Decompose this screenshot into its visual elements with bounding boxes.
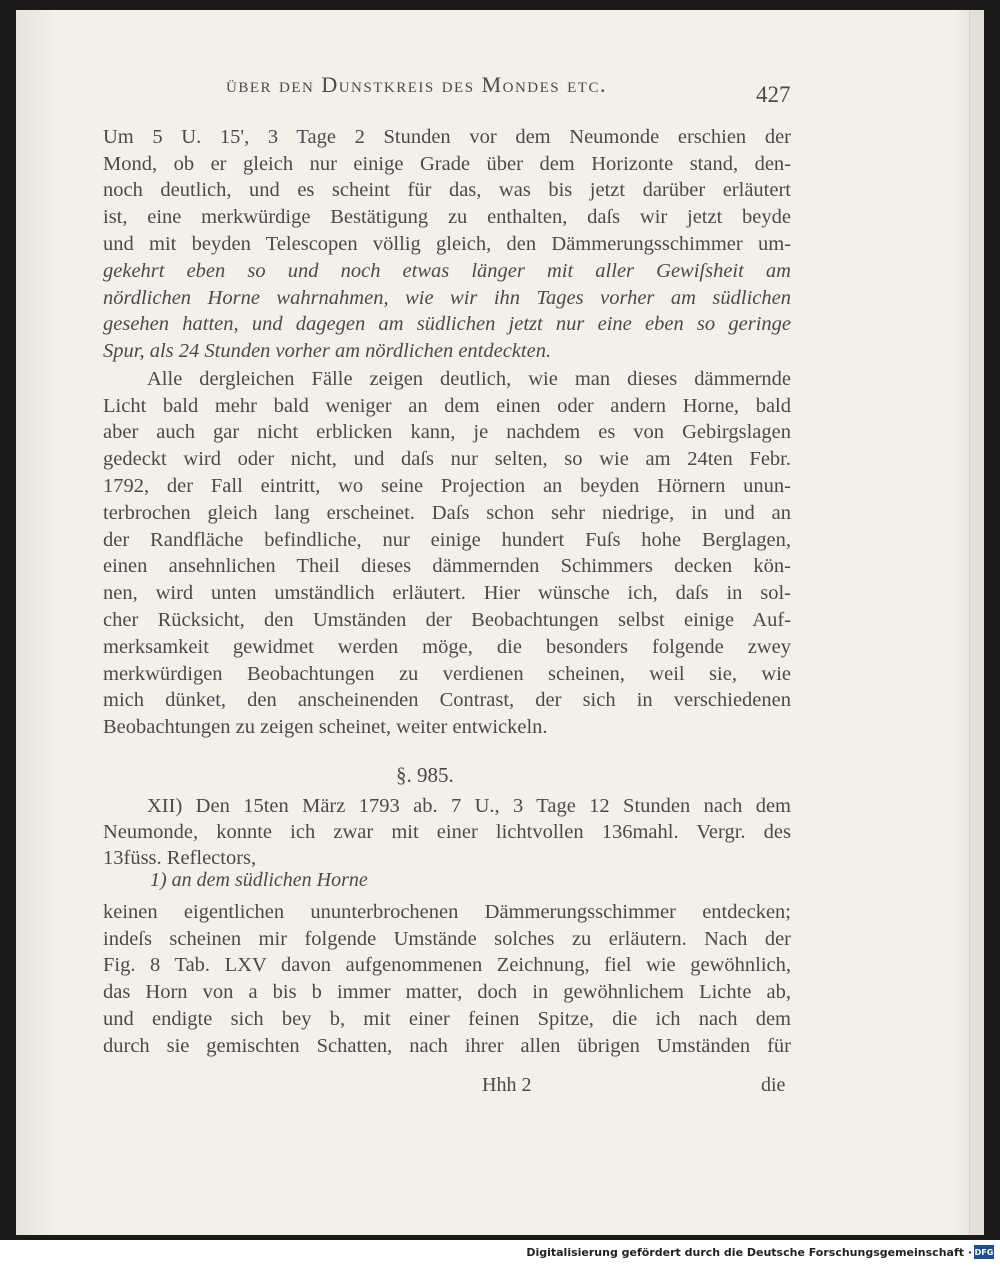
body-line: aber auch gar nicht erblicken kann, je nachdem es von Gebirgslagen xyxy=(103,421,791,443)
body-line: gekehrt eben so und noch etwas länger mit aller Gewiſsheit am xyxy=(103,260,791,282)
body-line: mich dünket, den anscheinenden Contrast, der sich in verschiedenen xyxy=(103,689,791,711)
body-line: einen ansehnlichen Theil dieses dämmernden Schimmers decken kön- xyxy=(103,555,791,577)
body-line: das Horn von a bis b immer matter, doch in gewöhnlichem Lichte ab, xyxy=(103,981,791,1003)
body-line: 1792, der Fall eintritt, wo seine Projection an beyden Hörnern unun- xyxy=(103,475,791,497)
section-heading: §. 985. xyxy=(396,763,454,787)
body-line: ist, eine merkwürdige Bestätigung zu enthalten, daſs wir jetzt beyde xyxy=(103,206,791,228)
body-line: Fig. 8 Tab. LXV davon aufgenommenen Zeichnung, fiel wie gewöhnlich, xyxy=(103,954,791,976)
body-line: und mit beyden Telescopen völlig gleich, den Dämmerungsschimmer um- xyxy=(103,233,791,255)
body-line: Alle dergleichen Fälle zeigen deutlich, wie man dieses dämmernde xyxy=(147,368,791,390)
body-line: Beobachtungen zu zeigen scheinet, weiter entwickeln. xyxy=(103,716,548,738)
page-edge xyxy=(969,10,984,1235)
list-item-heading xyxy=(150,869,368,892)
body-line: und endigte sich bey b, mit einer feinen Spitze, die ich nach dem xyxy=(103,1008,791,1030)
body-line: Neumonde, konnte ich zwar mit einer lichtvollen 136mahl. Vergr. des xyxy=(103,821,791,843)
dfg-logo-icon: DFG xyxy=(974,1245,994,1259)
body-line: 13füss. Reflectors, xyxy=(103,847,257,869)
body-line: gedeckt wird oder nicht, und daſs nur selten, so wie am 24ten Febr. xyxy=(103,448,791,470)
running-head: über den Dunstkreis des Mondes etc. xyxy=(226,72,607,97)
body-line: terbrochen gleich lang erscheinet. Daſs schon sehr niedrige, in und an xyxy=(103,502,791,524)
list-item-heading-text: 1) an dem südlichen Horne xyxy=(150,869,368,891)
body-line: XII) Den 15ten März 1793 ab. 7 U., 3 Tage 12 Stunden nach dem xyxy=(147,795,791,817)
body-line: gesehen hatten, und dagegen am südlichen jetzt nur eine eben so geringe xyxy=(103,313,791,335)
body-line: durch sie gemischten Schatten, nach ihrer allen übrigen Umständen für xyxy=(103,1035,791,1057)
signature-mark: Hhh 2 xyxy=(482,1074,532,1096)
catchword: die xyxy=(761,1074,786,1096)
body-line: der Randfläche befindliche, nur einige hundert Fuſs hohe Berglagen, xyxy=(103,529,791,551)
body-line: Licht bald mehr bald weniger an dem einen oder andern Horne, bald xyxy=(103,395,791,417)
body-line: keinen eigentlichen ununterbrochenen Dämmerungsschimmer entdecken; xyxy=(103,901,791,923)
body-line: noch deutlich, und es scheint für das, was bis jetzt darüber erläutert xyxy=(103,179,791,201)
body-line: cher Rücksicht, den Umständen der Beobachtungen selbst einige Auf- xyxy=(103,609,791,631)
page-number: 427 xyxy=(756,82,791,107)
body-line: indeſs scheinen mir folgende Umstände solches zu erläutern. Nach der xyxy=(103,928,791,950)
body-line: merkwürdigen Beobachtungen zu verdienen scheinen, weil sie, wie xyxy=(103,663,791,685)
body-line: nen, wird unten umständlich erläutert. Hier wünsche ich, daſs in sol- xyxy=(103,582,791,604)
body-line: Um 5 U. 15', 3 Tage 2 Stunden vor dem Neumonde erschien der xyxy=(103,126,791,148)
body-line: Mond, ob er gleich nur einige Grade über dem Horizonte stand, den- xyxy=(103,153,791,175)
funding-credit: Digitalisierung gefördert durch die Deutsche Forschungsgemeinschaft · xyxy=(526,1246,972,1259)
body-line: merksamkeit gewidmet werden möge, die besonders folgende zwey xyxy=(103,636,791,658)
book-page xyxy=(16,10,984,1235)
body-line: Spur, als 24 Stunden vorher am nördlichen entdeckten. xyxy=(103,340,552,362)
body-line: nördlichen Horne wahrnahmen, wie wir ihn Tages vorher am südlichen xyxy=(103,287,791,309)
